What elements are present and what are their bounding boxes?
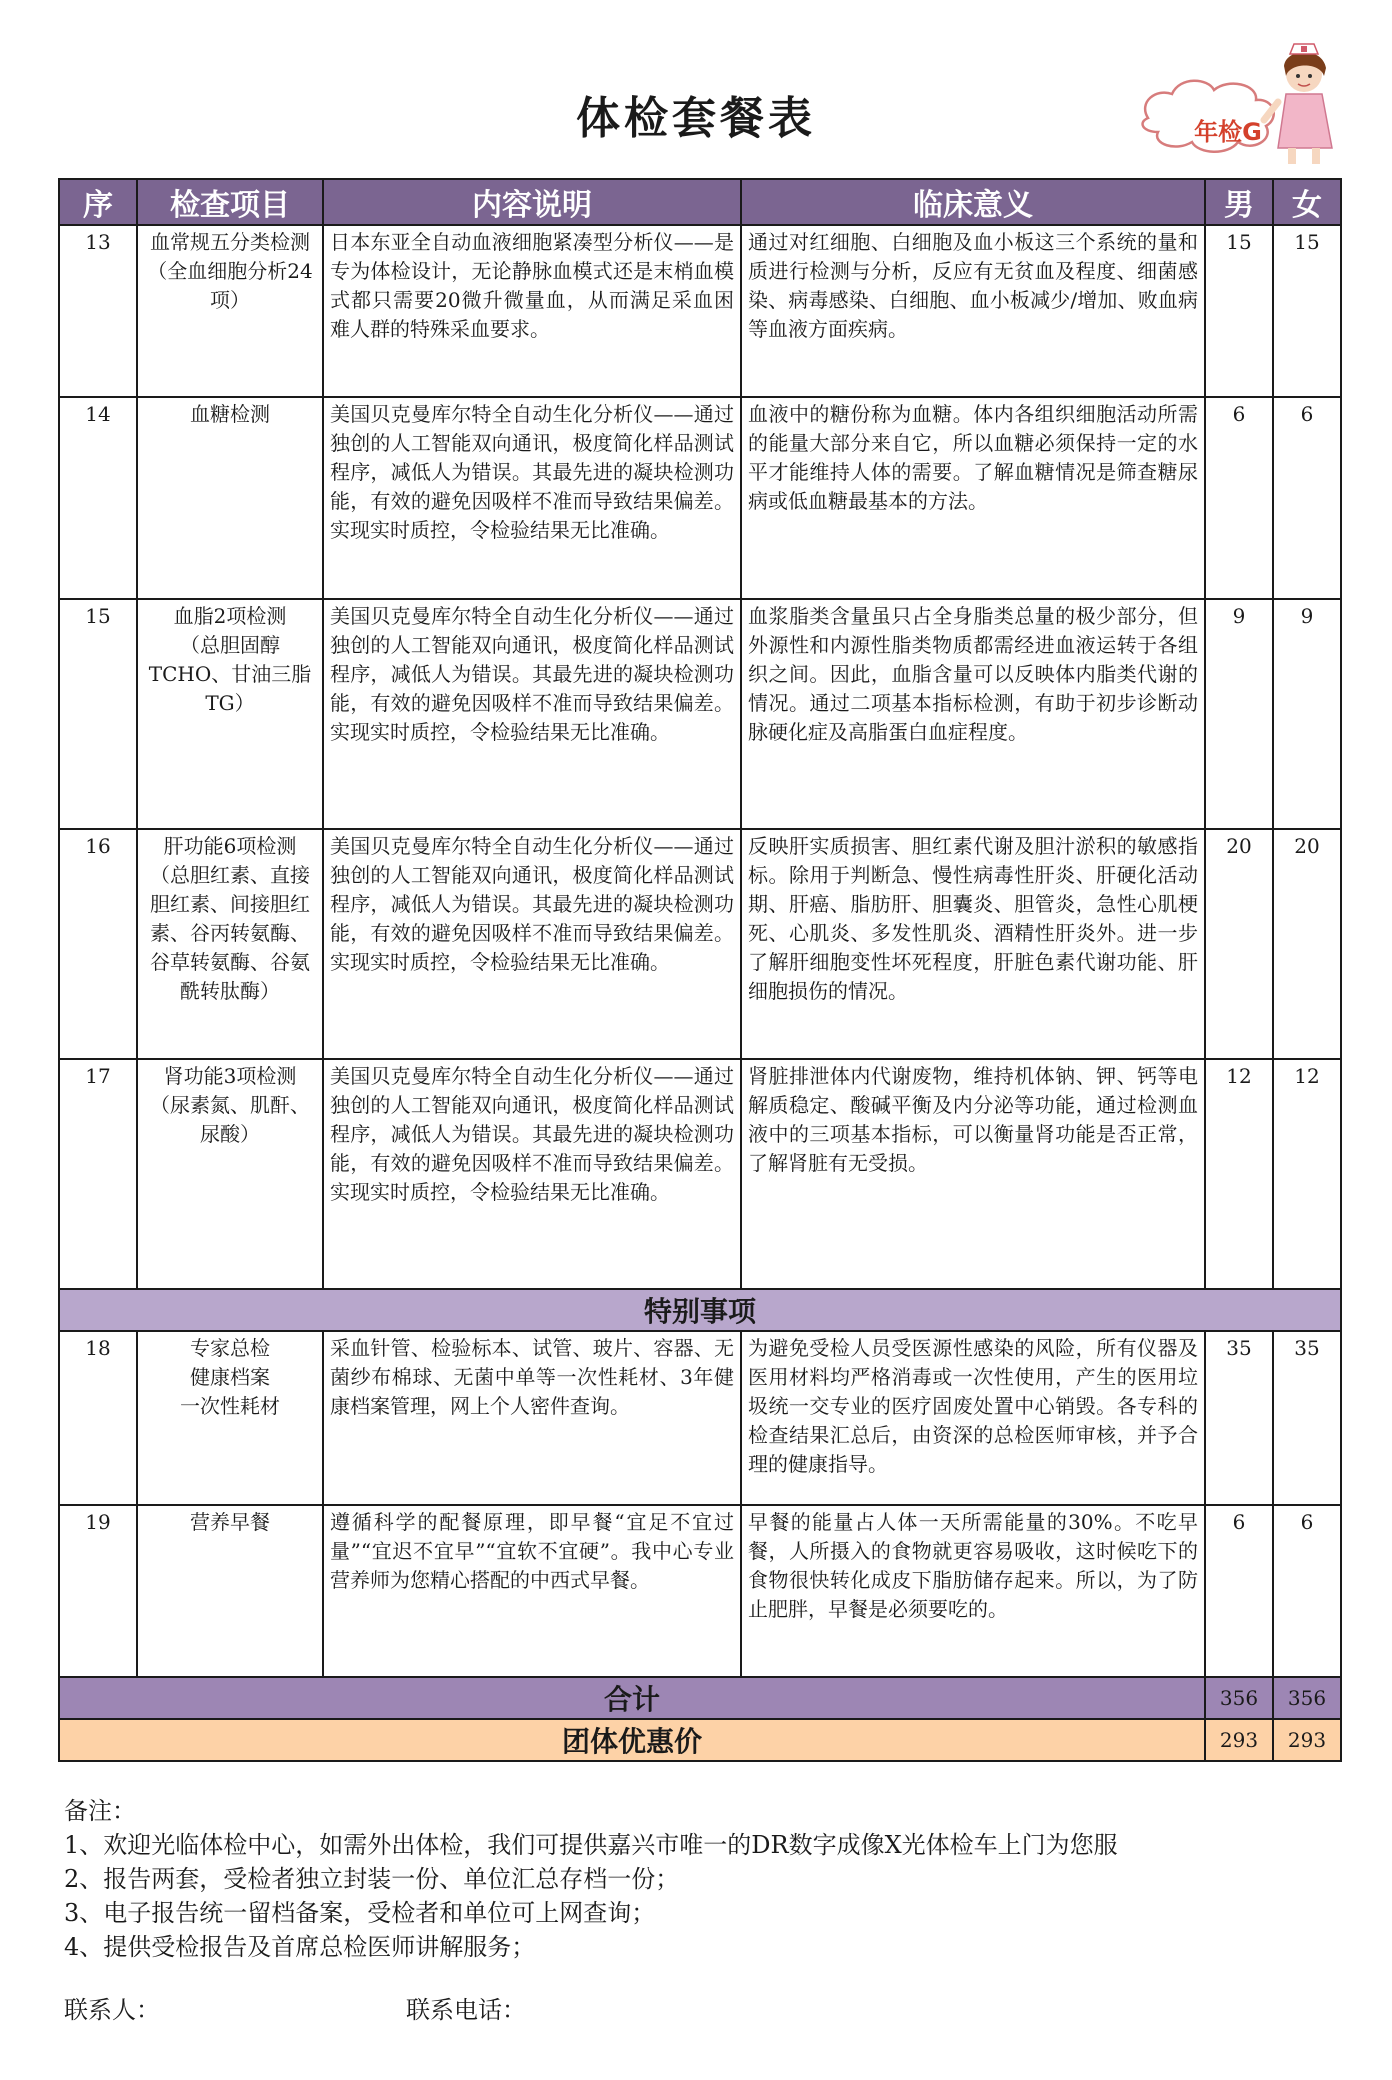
row-female-price: 20 [1273,829,1341,1059]
total-male: 356 [1205,1677,1273,1719]
nurse-badge [1128,40,1344,170]
note-item: 1、欢迎光临体检中心，如需外出体检，我们可提供嘉兴市唯一的DR数字成像X光体检车上门为您服 [64,1831,1118,1859]
row-content [323,1331,741,1505]
group-price-female: 293 [1273,1719,1341,1761]
row-clinical [741,397,1205,599]
notes-block [64,1794,1354,1964]
note-item: 2、报告两套，受检者独立封装一份、单位汇总存档一份； [64,1865,680,1893]
row-content [323,829,741,1059]
badge-label: 年检G [1194,118,1262,146]
contact-person-label: 联系人： [64,1996,160,2024]
table-header-row [59,179,1341,225]
notes-heading: 备注： [64,1797,136,1825]
row-male-price: 6 [1205,1505,1273,1677]
section-title: 特别事项 [59,1289,1341,1331]
row-clinical [741,599,1205,829]
table-row [59,1505,1341,1677]
row-female-price: 12 [1273,1059,1341,1289]
note-item: 4、提供受检报告及首席总检医师讲解服务； [64,1933,536,1961]
table-row [59,397,1341,599]
section-row [59,1289,1341,1331]
row-item-text: 血糖检测 [190,402,270,426]
row-clinical-text: 反映肝实质损害、胆红素代谢及胆汁淤积的敏感指标。除用于判断急、慢性病毒性肝炎、肝硬化活动期、肝癌、脂肪肝、胆囊炎、胆管炎，急性心肌梗死、心肌炎、多发性肌炎、酒精性肝炎外。进一步了解肝细胞变性坏死程度，肝脏色素代谢功能、肝细胞损伤的情况。 [748,834,1198,1003]
row-male-price: 12 [1205,1059,1273,1289]
row-clinical [741,225,1205,397]
row-content-text: 美国贝克曼库尔特全自动生化分析仪——通过独创的人工智能双向通讯，极度简化样品测试程序，减低人为错误。其最先进的凝块检测功能，有效的避免因吸样不准而导致结果偏差。实现实时质控，令检验结果无比准确。 [330,1064,734,1204]
row-item [137,397,323,599]
page-title: 体检套餐表 [576,93,816,144]
row-seq: 18 [59,1331,137,1505]
row-content [323,599,741,829]
row-seq: 13 [59,225,137,397]
row-item-text: 营养早餐 [190,1510,270,1534]
table-row [59,1331,1341,1505]
row-item [137,1059,323,1289]
row-item [137,1331,323,1505]
row-male-price: 35 [1205,1331,1273,1505]
row-content-text: 美国贝克曼库尔特全自动生化分析仪——通过独创的人工智能双向通讯，极度简化样品测试程序，减低人为错误。其最先进的凝块检测功能，有效的避免因吸样不准而导致结果偏差。实现实时质控，令检验结果无比准确。 [330,834,734,974]
row-content-text: 采血针管、检验标本、试管、玻片、容器、无菌纱布棉球、无菌中单等一次性耗材、3年健康档案管理，网上个人密件查询。 [330,1336,734,1418]
table-row [59,829,1341,1059]
total-row [59,1677,1341,1719]
total-female: 356 [1273,1677,1341,1719]
row-clinical [741,1331,1205,1505]
row-item-text: 专家总检 健康档案 一次性耗材 [180,1336,280,1418]
row-seq: 19 [59,1505,137,1677]
row-clinical-text: 早餐的能量占人体一天所需能量的30%。不吃早餐，人所摄入的食物就更容易吸收，这时候吃下的食物很快转化成皮下脂肪储存起来。所以，为了防止肥胖，早餐是必须要吃的。 [748,1510,1198,1621]
row-item-text: 肝功能6项检测 （总胆红素、直接胆红素、间接胆红素、谷丙转氨酶、谷草转氨酶、谷氨酰转肽酶） [150,834,310,1003]
checkup-table [58,178,1342,1762]
row-seq: 14 [59,397,137,599]
row-clinical-text: 血液中的糖份称为血糖。体内各组织细胞活动所需的能量大部分来自它，所以血糖必须保持一定的水平才能维持人体的需要。了解血糖情况是筛查糖尿病或低血糖最基本的方法。 [748,402,1198,513]
header-clinical: 临床意义 [741,179,1205,225]
row-item [137,829,323,1059]
row-male-price: 15 [1205,225,1273,397]
row-content [323,1059,741,1289]
row-content-text: 遵循科学的配餐原理，即早餐“宜足不宜过量”“宜迟不宜早”“宜软不宜硬”。我中心专业营养师为您精心搭配的中西式早餐。 [330,1510,734,1592]
row-content [323,225,741,397]
row-female-price: 9 [1273,599,1341,829]
row-female-price: 15 [1273,225,1341,397]
header-item: 检查项目 [137,179,323,225]
row-female-price: 6 [1273,397,1341,599]
row-male-price: 20 [1205,829,1273,1059]
group-price-male: 293 [1205,1719,1273,1761]
row-male-price: 6 [1205,397,1273,599]
row-item [137,1505,323,1677]
row-content [323,397,741,599]
row-clinical [741,829,1205,1059]
row-seq: 16 [59,829,137,1059]
row-seq: 17 [59,1059,137,1289]
group-price-label: 团体优惠价 [59,1719,1205,1761]
note-item: 3、电子报告统一留档备案，受检者和单位可上网查询； [64,1899,656,1927]
row-item-text: 肾功能3项检测 （尿素氮、肌酐、尿酸） [150,1064,310,1146]
row-content-text: 美国贝克曼库尔特全自动生化分析仪——通过独创的人工智能双向通讯，极度简化样品测试程序，减低人为错误。其最先进的凝块检测功能，有效的避免因吸样不准而导致结果偏差。实现实时质控，令检验结果无比准确。 [330,604,734,744]
total-label: 合计 [59,1677,1205,1719]
row-clinical-text: 血浆脂类含量虽只占全身脂类总量的极少部分，但外源性和内源性脂类物质都需经进血液运转于各组织之间。因此，血脂含量可以反映体内脂类代谢的情况。通过二项基本指标检测，有助于初步诊断动脉硬化症及高脂蛋白血症程度。 [748,604,1198,744]
row-clinical [741,1059,1205,1289]
row-clinical-text: 为避免受检人员受医源性感染的风险，所有仪器及医用材料均严格消毒或一次性使用，产生的医用垃圾统一交专业的医疗固废处置中心销毁。各专科的检查结果汇总后，由资深的总检医师审核，并予合理的健康指导。 [748,1336,1198,1476]
header-female: 女 [1273,179,1341,225]
row-female-price: 6 [1273,1505,1341,1677]
row-seq: 15 [59,599,137,829]
row-female-price: 35 [1273,1331,1341,1505]
group-price-row [59,1719,1341,1761]
row-item-text: 血常规五分类检测 （全血细胞分析24项） [147,230,313,312]
row-item [137,225,323,397]
header-content: 内容说明 [323,179,741,225]
table-row [59,599,1341,829]
nurse-illustration-icon [1128,40,1344,170]
table-row [59,1059,1341,1289]
row-item [137,599,323,829]
row-male-price: 9 [1205,599,1273,829]
row-content-text: 美国贝克曼库尔特全自动生化分析仪——通过独创的人工智能双向通讯，极度简化样品测试程序，减低人为错误。其最先进的凝块检测功能，有效的避免因吸样不准而导致结果偏差。实现实时质控，令检验结果无比准确。 [330,402,734,542]
header-male: 男 [1205,179,1273,225]
row-content-text: 日本东亚全自动血液细胞紧凑型分析仪——是专为体检设计，无论静脉血模式还是末梢血模式都只需要20微升微量血，从而满足采血困难人群的特殊采血要求。 [330,230,734,341]
row-clinical-text: 肾脏排泄体内代谢废物，维持机体钠、钾、钙等电解质稳定、酸碱平衡及内分泌等功能，通过检测血液中的三项基本指标，可以衡量肾功能是否正常，了解肾脏有无受损。 [748,1064,1198,1175]
header-seq: 序 [59,179,137,225]
contact-phone-label: 联系电话： [406,1996,526,2024]
row-item-text: 血脂2项检测 （总胆固醇TCHO、甘油三脂TG） [148,604,312,715]
row-content [323,1505,741,1677]
table-row [59,225,1341,397]
row-clinical [741,1505,1205,1677]
row-clinical-text: 通过对红细胞、白细胞及血小板这三个系统的量和质进行检测与分析，反应有无贫血及程度、细菌感染、病毒感染、白细胞、血小板减少/增加、败血病等血液方面疾病。 [748,230,1198,341]
